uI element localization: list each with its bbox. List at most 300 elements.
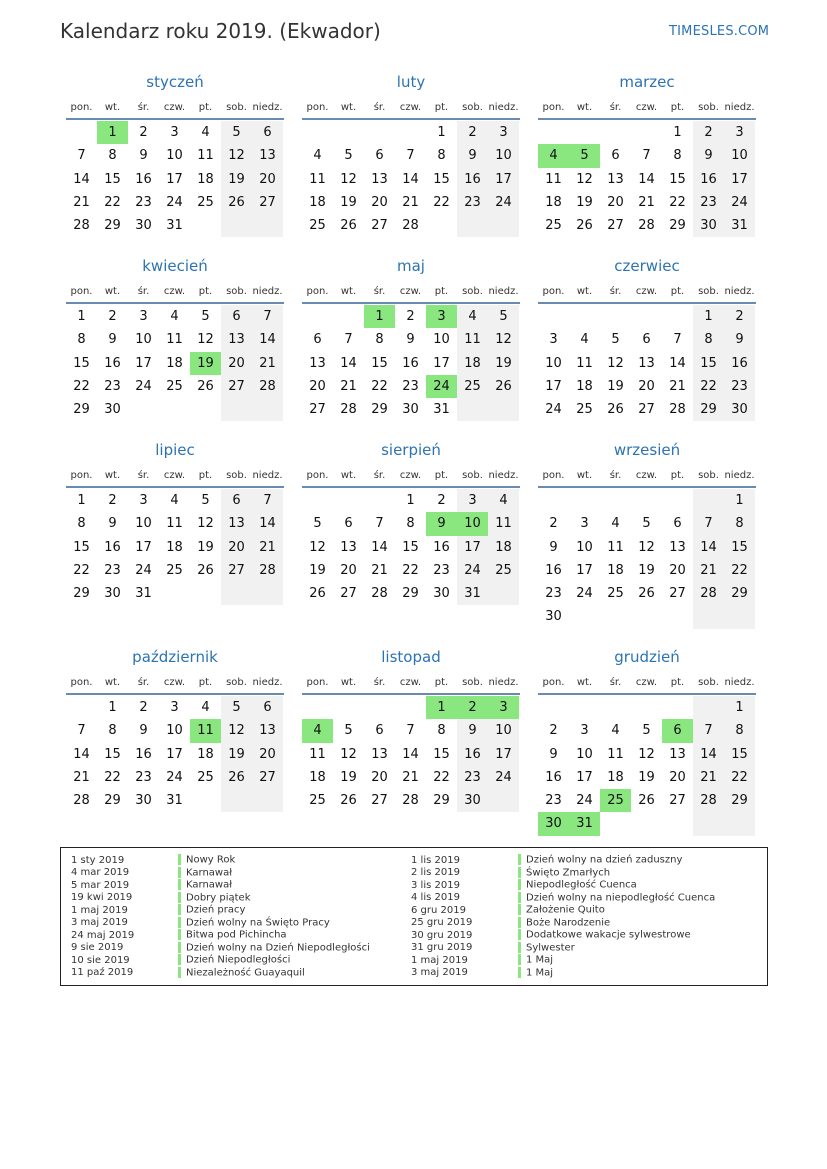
- month-name: styczeń: [146, 73, 204, 91]
- weekday-label: niedz.: [724, 286, 755, 297]
- empty-cell: [569, 305, 600, 328]
- day-cell: 24: [166, 194, 183, 210]
- weekday-header: [538, 673, 756, 695]
- day-cell: 5: [221, 121, 252, 144]
- day-cell: 6: [252, 696, 283, 719]
- holiday-date: 4 mar 2019: [71, 867, 130, 878]
- day-cell: 30: [135, 793, 152, 809]
- holiday-name: Nowy Rok: [186, 854, 236, 866]
- weekday-label: czw.: [163, 677, 186, 688]
- day-cell: 3: [488, 121, 519, 144]
- day-cell: 18: [457, 352, 488, 375]
- legend-row: [411, 954, 715, 967]
- holiday-date: 19 kwi 2019: [71, 892, 133, 903]
- weekday-label: pon.: [70, 470, 93, 481]
- day-cell: 7: [693, 512, 724, 535]
- day-cell: 4: [457, 305, 488, 328]
- day-cell: 29: [402, 586, 419, 602]
- day-cell: 10: [545, 355, 562, 371]
- day-cell: 1: [437, 125, 446, 140]
- empty-cell: [600, 696, 631, 719]
- weekday-header: [538, 282, 756, 304]
- day-cell: 20: [221, 536, 252, 559]
- empty-cell: [662, 489, 693, 512]
- day-cell: 19: [488, 352, 519, 375]
- day-grid: [302, 489, 520, 605]
- day-cell: 13: [638, 355, 655, 371]
- day-cell: 13: [371, 171, 388, 187]
- day-cell: 4: [611, 516, 620, 532]
- day-cell: 29: [104, 218, 121, 234]
- day-cell: 8: [406, 516, 415, 532]
- day-cell: 15: [433, 171, 450, 187]
- day-grid: [302, 305, 520, 421]
- legend-row: [411, 904, 715, 917]
- day-cell: 1: [693, 305, 724, 328]
- holiday-day-cell: 1: [97, 121, 128, 144]
- day-cell: 31: [433, 402, 450, 418]
- day-cell: 31: [457, 582, 488, 605]
- legend-row: [411, 967, 715, 980]
- weekday-label: niedz.: [252, 286, 283, 297]
- holiday-name: Założenie Quito: [526, 904, 605, 916]
- holiday-marker: [178, 879, 181, 890]
- weekday-label: czw.: [163, 470, 186, 481]
- day-cell: 21: [638, 194, 655, 210]
- day-cell: 17: [135, 539, 152, 555]
- day-cell: 13: [669, 539, 686, 555]
- day-cell: 30: [104, 402, 121, 418]
- day-cell: 16: [402, 355, 419, 371]
- empty-cell: [395, 696, 426, 719]
- month-name: wrzesień: [613, 441, 681, 459]
- day-cell: 29: [433, 793, 450, 809]
- weekday-label: czw.: [635, 102, 658, 113]
- holiday-marker: [178, 954, 181, 965]
- day-cell: 10: [166, 723, 183, 739]
- empty-cell: [190, 398, 221, 421]
- empty-cell: [600, 605, 631, 628]
- day-cell: 27: [309, 402, 326, 418]
- day-cell: 14: [638, 171, 655, 187]
- legend-row: [71, 917, 370, 930]
- day-cell: 16: [104, 355, 121, 371]
- holiday-name: Dzień wolny na niepodległość Cuenca: [526, 892, 716, 903]
- day-cell: 9: [549, 539, 558, 555]
- weekday-label: śr.: [609, 286, 622, 297]
- weekday-label: pt.: [434, 102, 449, 113]
- legend-row: [71, 942, 370, 955]
- holiday-date: 1 maj 2019: [71, 904, 128, 916]
- weekday-label: pt.: [670, 470, 685, 481]
- holiday-date: 6 gru 2019: [411, 904, 466, 916]
- day-cell: 10: [135, 516, 152, 532]
- day-cell: 15: [669, 171, 686, 187]
- day-cell: 8: [77, 332, 86, 348]
- weekday-label: pon.: [542, 677, 565, 688]
- month-name: sierpień: [381, 441, 441, 459]
- day-cell: 30: [104, 586, 121, 602]
- day-cell: 26: [638, 586, 655, 602]
- holiday-name: Święto Zmarłych: [526, 867, 611, 878]
- legend-row: [71, 904, 370, 917]
- day-cell: 4: [611, 723, 620, 739]
- day-cell: 12: [576, 171, 593, 187]
- day-cell: 14: [252, 512, 283, 535]
- day-cell: 26: [340, 218, 357, 234]
- day-cell: 5: [344, 148, 353, 164]
- empty-cell: [724, 812, 755, 835]
- holiday-date: 1 lis 2019: [411, 854, 460, 866]
- day-cell: 20: [340, 562, 357, 578]
- day-cell: 21: [693, 559, 724, 582]
- day-cell: 19: [197, 539, 214, 555]
- day-cell: 19: [607, 378, 624, 394]
- day-cell: 7: [406, 723, 415, 739]
- weekday-label: wt.: [576, 677, 593, 688]
- holiday-date: 25 gru 2019: [411, 917, 473, 928]
- holiday-day-cell: 31: [569, 812, 600, 835]
- day-cell: 5: [488, 305, 519, 328]
- weekday-label: niedz.: [488, 470, 519, 481]
- day-cell: 9: [406, 332, 415, 348]
- weekday-label: niedz.: [252, 470, 283, 481]
- day-cell: 19: [638, 562, 655, 578]
- day-cell: 14: [340, 355, 357, 371]
- day-cell: 2: [437, 493, 446, 508]
- empty-cell: [252, 214, 283, 237]
- day-cell: 1: [406, 493, 415, 508]
- day-cell: 18: [197, 171, 214, 187]
- day-cell: 11: [607, 539, 624, 555]
- day-cell: 1: [77, 309, 86, 324]
- site-link[interactable]: TIMESLES.COM: [669, 24, 770, 39]
- day-cell: 5: [642, 723, 651, 739]
- day-cell: 20: [669, 562, 686, 578]
- weekday-label: śr.: [373, 102, 386, 113]
- weekday-label: czw.: [163, 286, 186, 297]
- day-cell: 14: [693, 743, 724, 766]
- weekday-label: śr.: [609, 102, 622, 113]
- month-name: lipiec: [155, 441, 195, 459]
- day-cell: 9: [108, 332, 117, 348]
- weekday-label: śr.: [137, 286, 150, 297]
- weekday-header: [302, 98, 520, 120]
- day-cell: 8: [108, 723, 117, 739]
- day-cell: 7: [252, 305, 283, 328]
- holiday-legend: [60, 847, 768, 986]
- month-block: [66, 72, 284, 237]
- day-cell: 17: [545, 378, 562, 394]
- day-cell: 11: [166, 516, 183, 532]
- day-cell: 27: [669, 586, 686, 602]
- weekday-label: czw.: [635, 470, 658, 481]
- empty-cell: [190, 789, 221, 812]
- day-cell: 16: [693, 168, 724, 191]
- empty-cell: [600, 489, 631, 512]
- day-cell: 24: [488, 766, 519, 789]
- weekday-label: pon.: [70, 286, 93, 297]
- day-cell: 27: [340, 586, 357, 602]
- day-cell: 31: [724, 214, 755, 237]
- legend-column-left: [71, 854, 370, 979]
- legend-column-right: [411, 854, 715, 979]
- day-cell: 23: [457, 766, 488, 789]
- day-cell: 25: [488, 559, 519, 582]
- day-cell: 22: [433, 769, 450, 785]
- day-cell: 22: [73, 562, 90, 578]
- weekday-label: sob.: [226, 102, 247, 113]
- day-cell: 7: [344, 332, 353, 348]
- day-cell: 10: [488, 144, 519, 167]
- day-cell: 19: [340, 769, 357, 785]
- day-cell: 23: [545, 586, 562, 602]
- weekday-label: sob.: [226, 470, 247, 481]
- day-cell: 28: [340, 402, 357, 418]
- empty-cell: [457, 214, 488, 237]
- day-cell: 17: [135, 355, 152, 371]
- weekday-label: pt.: [198, 102, 213, 113]
- day-cell: 23: [433, 562, 450, 578]
- weekday-label: wt.: [576, 102, 593, 113]
- weekday-label: śr.: [609, 677, 622, 688]
- weekday-label: sob.: [698, 470, 719, 481]
- empty-cell: [538, 305, 569, 328]
- empty-cell: [252, 789, 283, 812]
- empty-cell: [457, 398, 488, 421]
- day-cell: 8: [77, 516, 86, 532]
- weekday-label: sob.: [698, 286, 719, 297]
- empty-cell: [302, 121, 333, 144]
- holiday-marker: [178, 892, 181, 903]
- day-cell: 24: [457, 559, 488, 582]
- day-cell: 20: [371, 769, 388, 785]
- day-cell: 20: [252, 168, 283, 191]
- empty-cell: [221, 398, 252, 421]
- day-cell: 1: [673, 125, 682, 140]
- day-cell: 5: [201, 309, 210, 324]
- day-cell: 12: [638, 539, 655, 555]
- day-cell: 4: [488, 489, 519, 512]
- legend-row: [71, 854, 370, 867]
- weekday-label: czw.: [635, 677, 658, 688]
- day-cell: 3: [170, 700, 179, 715]
- holiday-name: Dodatkowe wakacje sylwestrowe: [526, 929, 691, 941]
- weekday-label: czw.: [163, 102, 186, 113]
- day-cell: 16: [457, 743, 488, 766]
- day-cell: 21: [371, 562, 388, 578]
- month-block: [302, 647, 520, 812]
- holiday-day-cell: 4: [538, 144, 569, 167]
- weekday-label: czw.: [399, 470, 422, 481]
- day-cell: 13: [607, 171, 624, 187]
- day-cell: 10: [576, 746, 593, 762]
- day-cell: 15: [73, 539, 90, 555]
- weekday-label: wt.: [104, 677, 121, 688]
- empty-cell: [600, 305, 631, 328]
- day-cell: 30: [457, 789, 488, 812]
- day-cell: 13: [309, 355, 326, 371]
- day-cell: 22: [73, 378, 90, 394]
- day-cell: 26: [638, 793, 655, 809]
- day-cell: 11: [607, 746, 624, 762]
- day-cell: 2: [457, 121, 488, 144]
- day-cell: 27: [221, 375, 252, 398]
- weekday-header: [302, 466, 520, 488]
- month-block: [66, 256, 284, 421]
- day-cell: 16: [135, 746, 152, 762]
- day-cell: 23: [545, 793, 562, 809]
- weekday-label: pon.: [306, 470, 329, 481]
- day-cell: 17: [166, 171, 183, 187]
- day-cell: 10: [433, 332, 450, 348]
- day-grid: [66, 489, 284, 605]
- holiday-day-cell: 6: [662, 719, 693, 742]
- holiday-marker: [518, 929, 521, 940]
- day-cell: 9: [108, 516, 117, 532]
- day-cell: 12: [221, 719, 252, 742]
- legend-row: [71, 867, 370, 880]
- holiday-date: 5 mar 2019: [71, 879, 130, 891]
- day-cell: 24: [724, 191, 755, 214]
- day-cell: 3: [139, 493, 148, 508]
- weekday-label: pt.: [198, 470, 213, 481]
- day-cell: 13: [371, 746, 388, 762]
- day-cell: 18: [607, 562, 624, 578]
- day-cell: 7: [375, 516, 384, 532]
- day-cell: 20: [252, 743, 283, 766]
- empty-cell: [631, 121, 662, 144]
- day-cell: 6: [375, 148, 384, 164]
- empty-cell: [631, 305, 662, 328]
- weekday-label: pon.: [542, 470, 565, 481]
- empty-cell: [333, 696, 364, 719]
- empty-cell: [252, 398, 283, 421]
- weekday-label: sob.: [226, 286, 247, 297]
- day-cell: 22: [724, 559, 755, 582]
- day-cell: 21: [252, 352, 283, 375]
- day-cell: 18: [607, 769, 624, 785]
- legend-row: [411, 879, 715, 892]
- day-cell: 21: [252, 536, 283, 559]
- weekday-label: pt.: [670, 286, 685, 297]
- empty-cell: [302, 305, 333, 328]
- day-cell: 4: [170, 309, 179, 324]
- day-cell: 9: [724, 328, 755, 351]
- legend-row: [411, 867, 715, 880]
- empty-cell: [538, 121, 569, 144]
- empty-cell: [693, 812, 724, 835]
- holiday-date: 10 sie 2019: [71, 954, 130, 966]
- day-cell: 4: [313, 148, 322, 164]
- day-cell: 8: [724, 719, 755, 742]
- day-cell: 4: [201, 700, 210, 715]
- holiday-day-cell: 1: [364, 305, 395, 328]
- day-cell: 14: [73, 746, 90, 762]
- month-block: [66, 440, 284, 605]
- day-cell: 5: [344, 723, 353, 739]
- day-cell: 28: [669, 402, 686, 418]
- day-cell: 7: [77, 723, 86, 739]
- day-cell: 2: [139, 700, 148, 715]
- day-cell: 26: [309, 586, 326, 602]
- day-cell: 26: [607, 402, 624, 418]
- day-cell: 25: [309, 793, 326, 809]
- day-cell: 5: [313, 516, 322, 532]
- day-cell: 9: [549, 746, 558, 762]
- day-cell: 7: [673, 332, 682, 348]
- day-cell: 20: [638, 378, 655, 394]
- day-cell: 10: [488, 719, 519, 742]
- day-cell: 3: [724, 121, 755, 144]
- empty-cell: [662, 812, 693, 835]
- day-cell: 24: [135, 562, 152, 578]
- day-cell: 3: [580, 516, 589, 532]
- holiday-date: 1 sty 2019: [71, 854, 125, 866]
- day-cell: 2: [549, 516, 558, 532]
- month-name: marzec: [619, 73, 675, 91]
- day-cell: 20: [221, 352, 252, 375]
- empty-cell: [426, 214, 457, 237]
- day-cell: 13: [252, 719, 283, 742]
- empty-cell: [221, 789, 252, 812]
- day-cell: 4: [580, 332, 589, 348]
- weekday-header: [538, 466, 756, 488]
- day-cell: 26: [488, 375, 519, 398]
- holiday-name: Dzień wolny na dzień zaduszny: [526, 854, 683, 866]
- weekday-header: [302, 282, 520, 304]
- empty-cell: [333, 489, 364, 512]
- empty-cell: [662, 305, 693, 328]
- holiday-day-cell: 1: [426, 696, 457, 719]
- day-cell: 17: [488, 168, 519, 191]
- page-title: Kalendarz roku 2019. (Ekwador): [60, 19, 381, 43]
- empty-cell: [190, 214, 221, 237]
- day-cell: 14: [402, 746, 419, 762]
- day-cell: 7: [252, 489, 283, 512]
- day-cell: 12: [197, 516, 214, 532]
- day-cell: 16: [545, 769, 562, 785]
- day-cell: 28: [402, 218, 419, 234]
- day-cell: 8: [375, 332, 384, 348]
- day-cell: 8: [108, 148, 117, 164]
- day-cell: 29: [693, 398, 724, 421]
- day-cell: 26: [197, 562, 214, 578]
- day-cell: 6: [611, 148, 620, 164]
- weekday-label: niedz.: [488, 286, 519, 297]
- day-cell: 15: [724, 743, 755, 766]
- day-cell: 25: [197, 194, 214, 210]
- day-cell: 17: [433, 355, 450, 371]
- day-cell: 5: [201, 493, 210, 508]
- day-cell: 26: [197, 378, 214, 394]
- day-cell: 21: [669, 378, 686, 394]
- weekday-header: [66, 466, 284, 488]
- day-cell: 24: [166, 769, 183, 785]
- day-cell: 16: [457, 168, 488, 191]
- day-cell: 12: [340, 171, 357, 187]
- day-cell: 28: [402, 793, 419, 809]
- empty-cell: [333, 305, 364, 328]
- holiday-date: 11 paź 2019: [71, 967, 134, 978]
- weekday-label: czw.: [399, 286, 422, 297]
- weekday-label: czw.: [399, 102, 422, 113]
- month-name: listopad: [381, 648, 441, 666]
- day-cell: 20: [371, 194, 388, 210]
- weekday-label: pt.: [198, 677, 213, 688]
- empty-cell: [631, 696, 662, 719]
- day-cell: 13: [252, 144, 283, 167]
